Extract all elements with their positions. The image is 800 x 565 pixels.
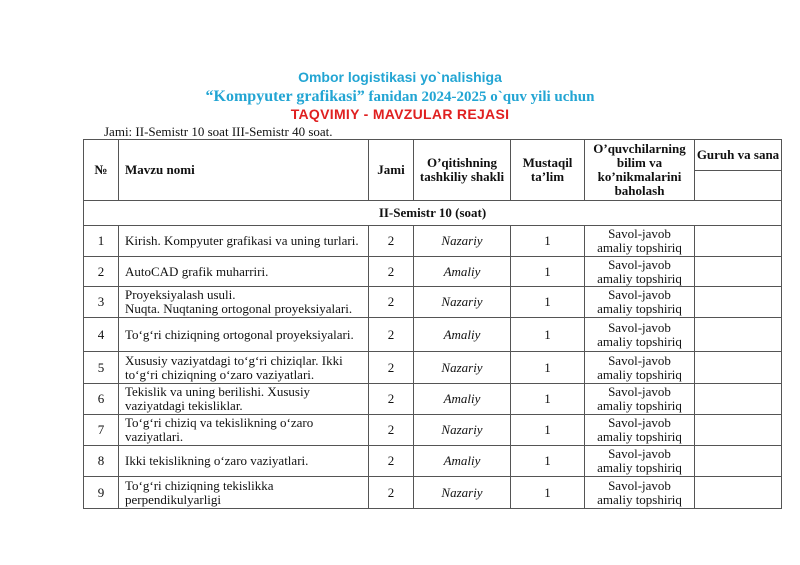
row-assessment-line-2: amaliy topshiriq — [597, 398, 682, 413]
row-assessment — [585, 446, 695, 477]
row-assessment-line-2: amaliy topshiriq — [597, 366, 682, 382]
table-row — [84, 477, 782, 509]
row-assessment-line-1: Savol-javob — [608, 352, 671, 368]
row-assessment-line-2: amaliy topshiriq — [597, 333, 682, 349]
header-assessment: O’quvchilarning bilim va ko’nikmalarini baholash — [585, 140, 695, 201]
table-row — [84, 446, 782, 477]
row-topic-line-2: to‘g‘ri chiziqning o‘zaro vaziyatlari. — [125, 366, 315, 382]
table-row — [84, 384, 782, 415]
row-topic-line-1: Proyeksiyalash usuli. — [125, 287, 236, 302]
row-total-hours: 2 — [369, 318, 414, 352]
row-teaching-form: Nazariy — [414, 415, 511, 446]
row-assessment-line-1: Savol-javob — [608, 384, 671, 399]
row-total-hours: 2 — [369, 477, 414, 509]
table-row — [84, 415, 782, 446]
academic-year-text: fanidan 2024-2025 o`quv yili uchun — [364, 89, 595, 105]
row-topic-line-1: AutoCAD grafik muharriri. — [125, 263, 269, 279]
row-assessment-line-2: amaliy topshiriq — [597, 460, 682, 475]
row-number: 4 — [84, 318, 119, 352]
row-group-date — [695, 226, 782, 257]
row-topic — [119, 446, 369, 477]
row-teaching-form: Nazariy — [414, 352, 511, 384]
row-topic — [119, 257, 369, 287]
row-number: 7 — [84, 415, 119, 446]
row-total-hours: 2 — [369, 352, 414, 384]
row-assessment-line-1: Savol-javob — [608, 256, 671, 272]
table-row — [84, 318, 782, 352]
table-row — [84, 352, 782, 384]
row-topic — [119, 384, 369, 415]
header-topic: Mavzu nomi — [119, 140, 369, 201]
row-total-hours: 2 — [369, 226, 414, 257]
row-group-date — [695, 384, 782, 415]
subject-name: “Kompyuter grafikasi” — [205, 88, 365, 105]
curriculum-table — [83, 139, 782, 509]
row-assessment-line-2: amaliy topshiriq — [597, 270, 682, 286]
row-assessment — [585, 287, 695, 318]
row-assessment-line-2: amaliy topshiriq — [597, 491, 682, 507]
row-number: 1 — [84, 226, 119, 257]
table-row — [84, 287, 782, 318]
row-topic — [119, 226, 369, 257]
row-teaching-form: Nazariy — [414, 287, 511, 318]
header-total: Jami — [369, 140, 414, 201]
row-assessment — [585, 318, 695, 352]
row-number: 3 — [84, 287, 119, 318]
row-topic-line-1: To‘g‘ri chiziqning ortogonal proyeksiyalari. — [125, 326, 354, 342]
row-group-date — [695, 352, 782, 384]
row-teaching-form: Amaliy — [414, 318, 511, 352]
row-assessment-line-1: Savol-javob — [608, 415, 671, 430]
row-group-date — [695, 415, 782, 446]
row-topic-line-1: Tekislik va uning berilishi. Xususiy — [125, 384, 311, 399]
row-group-date — [695, 257, 782, 287]
row-independent-hours: 1 — [511, 318, 585, 352]
row-independent-hours: 1 — [511, 287, 585, 318]
row-assessment — [585, 415, 695, 446]
row-independent-hours: 1 — [511, 477, 585, 509]
row-assessment-line-1: Savol-javob — [608, 477, 671, 493]
row-topic — [119, 287, 369, 318]
row-topic-line-1: To‘g‘ri chiziq va tekislikning o‘zaro — [125, 415, 314, 430]
row-topic-line-2: vaziyatlari. — [125, 429, 184, 444]
row-topic-line-1: Kirish. Kompyuter grafikasi va uning turlari. — [125, 233, 359, 248]
row-total-hours: 2 — [369, 384, 414, 415]
row-number: 2 — [84, 257, 119, 287]
row-teaching-form: Nazariy — [414, 226, 511, 257]
header-independent-study: Mustaqil ta’lim — [511, 140, 585, 201]
row-topic-line-1: Xususiy vaziyatdagi to‘g‘ri chiziqlar. Ikki — [125, 352, 343, 368]
row-independent-hours: 1 — [511, 446, 585, 477]
row-independent-hours: 1 — [511, 352, 585, 384]
row-assessment-line-1: Savol-javob — [608, 226, 671, 241]
header-group-date: Guruh va sana — [695, 140, 782, 171]
row-topic-line-1: To‘g‘ri chiziqning tekislikka — [125, 477, 274, 493]
row-independent-hours: 1 — [511, 384, 585, 415]
row-assessment-line-1: Savol-javob — [608, 287, 671, 302]
row-independent-hours: 1 — [511, 257, 585, 287]
document-title: TAQVIMIY - MAVZULAR REJASI — [290, 106, 510, 122]
row-independent-hours: 1 — [511, 226, 585, 257]
row-assessment — [585, 477, 695, 509]
semester-section-row: II-Semistr 10 (soat) — [84, 201, 782, 226]
row-assessment-line-1: Savol-javob — [608, 319, 671, 335]
row-topic — [119, 352, 369, 384]
row-topic-line-2: Nuqta. Nuqtaning ortogonal proyeksiyalari. — [125, 301, 353, 316]
row-topic-line-2: vaziyatdagi tekisliklar. — [125, 398, 243, 413]
row-topic-line-1: Ikki tekislikning o‘zaro vaziyatlari. — [125, 453, 309, 468]
table-row — [84, 257, 782, 287]
row-group-date — [695, 477, 782, 509]
row-group-date — [695, 446, 782, 477]
row-topic — [119, 415, 369, 446]
row-assessment — [585, 226, 695, 257]
row-teaching-form: Nazariy — [414, 477, 511, 509]
row-total-hours: 2 — [369, 415, 414, 446]
hours-summary: Jami: II-Semistr 10 soat III-Semistr 40 soat. — [104, 124, 333, 139]
header-number: № — [84, 140, 119, 201]
row-topic-line-2: perpendikulyarligi — [125, 491, 222, 507]
row-group-date — [695, 287, 782, 318]
table-row — [84, 226, 782, 257]
header-teaching-form: O’qitishning tashkiliy shakli — [414, 140, 511, 201]
row-number: 9 — [84, 477, 119, 509]
row-independent-hours: 1 — [511, 415, 585, 446]
row-teaching-form: Amaliy — [414, 257, 511, 287]
row-assessment — [585, 384, 695, 415]
heading-line-1: Ombor logistikasi yo`nalishiga — [298, 69, 502, 85]
header-group-date-sub — [695, 171, 782, 201]
row-number: 5 — [84, 352, 119, 384]
heading-line-2 — [0, 88, 800, 106]
row-assessment-line-1: Savol-javob — [608, 446, 671, 461]
row-total-hours: 2 — [369, 446, 414, 477]
row-teaching-form: Amaliy — [414, 446, 511, 477]
row-assessment-line-2: amaliy topshiriq — [597, 301, 682, 316]
row-assessment-line-2: amaliy topshiriq — [597, 429, 682, 444]
row-assessment — [585, 257, 695, 287]
row-total-hours: 2 — [369, 287, 414, 318]
row-topic — [119, 318, 369, 352]
row-group-date — [695, 318, 782, 352]
row-number: 6 — [84, 384, 119, 415]
row-teaching-form: Amaliy — [414, 384, 511, 415]
row-total-hours: 2 — [369, 257, 414, 287]
row-topic — [119, 477, 369, 509]
row-number: 8 — [84, 446, 119, 477]
row-assessment-line-2: amaliy topshiriq — [597, 240, 682, 255]
row-assessment — [585, 352, 695, 384]
